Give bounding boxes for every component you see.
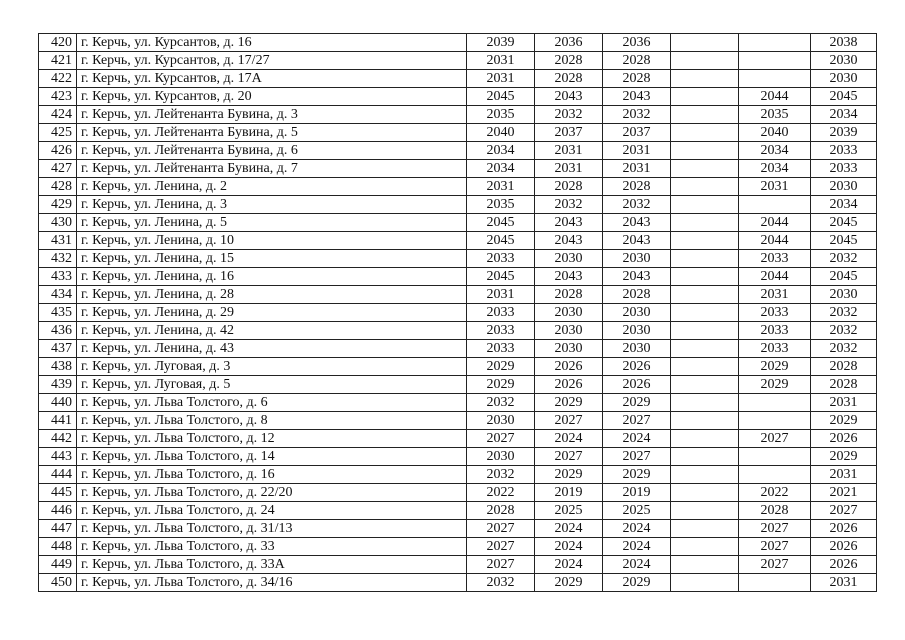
year-col-4-cell [671,466,739,484]
year-col-6-cell: 2030 [811,52,877,70]
row-number-cell: 423 [39,88,77,106]
year-col-1-cell: 2022 [467,484,535,502]
year-col-4-cell [671,232,739,250]
year-col-2-cell: 2028 [535,52,603,70]
address-cell: г. Керчь, ул. Льва Толстого, д. 16 [77,466,467,484]
year-col-2-cell: 2029 [535,466,603,484]
address-cell: г. Керчь, ул. Ленина, д. 29 [77,304,467,322]
year-col-3-cell: 2028 [603,286,671,304]
year-col-4-cell [671,124,739,142]
year-col-5-cell: 2029 [739,358,811,376]
row-number-cell: 437 [39,340,77,358]
year-col-3-cell: 2030 [603,322,671,340]
year-col-3-cell: 2043 [603,214,671,232]
year-col-1-cell: 2031 [467,70,535,88]
year-col-2-cell: 2043 [535,88,603,106]
year-col-2-cell: 2024 [535,430,603,448]
year-col-4-cell [671,286,739,304]
address-cell: г. Керчь, ул. Лейтенанта Бувина, д. 7 [77,160,467,178]
year-col-2-cell: 2043 [535,268,603,286]
year-col-6-cell: 2031 [811,574,877,592]
year-col-4-cell [671,376,739,394]
year-col-2-cell: 2043 [535,232,603,250]
year-col-2-cell: 2027 [535,448,603,466]
year-col-5-cell: 2033 [739,250,811,268]
year-col-1-cell: 2032 [467,394,535,412]
year-col-6-cell: 2032 [811,250,877,268]
year-col-4-cell [671,196,739,214]
year-col-6-cell: 2026 [811,556,877,574]
table-row [39,286,877,304]
address-cell: г. Керчь, ул. Ленина, д. 2 [77,178,467,196]
year-col-3-cell: 2024 [603,430,671,448]
year-col-3-cell: 2029 [603,466,671,484]
year-col-2-cell: 2026 [535,376,603,394]
address-cell: г. Керчь, ул. Ленина, д. 3 [77,196,467,214]
year-col-6-cell: 2031 [811,394,877,412]
year-col-3-cell: 2036 [603,34,671,52]
year-col-5-cell: 2044 [739,232,811,250]
year-col-3-cell: 2029 [603,394,671,412]
row-number-cell: 430 [39,214,77,232]
table-row [39,124,877,142]
row-number-cell: 432 [39,250,77,268]
year-col-6-cell: 2030 [811,178,877,196]
year-col-5-cell [739,448,811,466]
year-col-3-cell: 2031 [603,160,671,178]
year-col-6-cell: 2032 [811,340,877,358]
year-col-4-cell [671,574,739,592]
year-col-5-cell [739,196,811,214]
table-row [39,430,877,448]
year-col-6-cell: 2034 [811,106,877,124]
table-body [39,34,877,592]
year-col-2-cell: 2028 [535,178,603,196]
year-col-5-cell: 2033 [739,340,811,358]
year-col-2-cell: 2029 [535,574,603,592]
year-col-6-cell: 2026 [811,538,877,556]
year-col-1-cell: 2040 [467,124,535,142]
year-col-4-cell [671,88,739,106]
row-number-cell: 438 [39,358,77,376]
year-col-4-cell [671,430,739,448]
year-col-1-cell: 2029 [467,358,535,376]
year-col-2-cell: 2026 [535,358,603,376]
year-col-1-cell: 2031 [467,286,535,304]
row-number-cell: 434 [39,286,77,304]
year-col-1-cell: 2045 [467,232,535,250]
year-col-1-cell: 2033 [467,322,535,340]
year-col-3-cell: 2031 [603,142,671,160]
address-cell: г. Керчь, ул. Курсантов, д. 16 [77,34,467,52]
table-row [39,250,877,268]
year-col-6-cell: 2045 [811,232,877,250]
year-col-4-cell [671,520,739,538]
year-col-6-cell: 2039 [811,124,877,142]
year-col-3-cell: 2024 [603,520,671,538]
year-col-1-cell: 2027 [467,556,535,574]
table-row [39,106,877,124]
row-number-cell: 448 [39,538,77,556]
year-col-4-cell [671,160,739,178]
year-col-3-cell: 2019 [603,484,671,502]
year-col-5-cell: 2027 [739,556,811,574]
year-col-2-cell: 2031 [535,142,603,160]
year-col-5-cell: 2044 [739,214,811,232]
schedule-table [38,33,877,592]
year-col-6-cell: 2032 [811,304,877,322]
address-cell: г. Керчь, ул. Луговая, д. 5 [77,376,467,394]
year-col-4-cell [671,70,739,88]
row-number-cell: 429 [39,196,77,214]
year-col-6-cell: 2045 [811,268,877,286]
table-row [39,574,877,592]
row-number-cell: 436 [39,322,77,340]
year-col-5-cell [739,394,811,412]
row-number-cell: 427 [39,160,77,178]
row-number-cell: 422 [39,70,77,88]
year-col-5-cell: 2031 [739,286,811,304]
year-col-4-cell [671,34,739,52]
table-row [39,34,877,52]
address-cell: г. Керчь, ул. Луговая, д. 3 [77,358,467,376]
year-col-5-cell: 2033 [739,322,811,340]
row-number-cell: 450 [39,574,77,592]
year-col-4-cell [671,250,739,268]
table-row [39,448,877,466]
year-col-2-cell: 2025 [535,502,603,520]
table-row [39,196,877,214]
year-col-1-cell: 2035 [467,106,535,124]
address-cell: г. Керчь, ул. Ленина, д. 16 [77,268,467,286]
table-row [39,160,877,178]
year-col-3-cell: 2028 [603,178,671,196]
address-cell: г. Керчь, ул. Льва Толстого, д. 12 [77,430,467,448]
year-col-3-cell: 2032 [603,106,671,124]
year-col-5-cell [739,34,811,52]
year-col-4-cell [671,340,739,358]
year-col-3-cell: 2043 [603,88,671,106]
address-cell: г. Керчь, ул. Курсантов, д. 20 [77,88,467,106]
address-cell: г. Керчь, ул. Льва Толстого, д. 8 [77,412,467,430]
year-col-6-cell: 2045 [811,88,877,106]
address-cell: г. Керчь, ул. Ленина, д. 28 [77,286,467,304]
year-col-3-cell: 2029 [603,574,671,592]
year-col-6-cell: 2045 [811,214,877,232]
year-col-3-cell: 2030 [603,304,671,322]
year-col-3-cell: 2030 [603,340,671,358]
year-col-3-cell: 2027 [603,448,671,466]
row-number-cell: 445 [39,484,77,502]
year-col-1-cell: 2045 [467,268,535,286]
year-col-1-cell: 2031 [467,52,535,70]
year-col-2-cell: 2043 [535,214,603,232]
year-col-6-cell: 2038 [811,34,877,52]
row-number-cell: 420 [39,34,77,52]
year-col-6-cell: 2021 [811,484,877,502]
year-col-2-cell: 2036 [535,34,603,52]
year-col-2-cell: 2024 [535,556,603,574]
year-col-5-cell: 2044 [739,88,811,106]
row-number-cell: 440 [39,394,77,412]
year-col-2-cell: 2030 [535,322,603,340]
table-row [39,538,877,556]
year-col-1-cell: 2030 [467,412,535,430]
row-number-cell: 433 [39,268,77,286]
year-col-5-cell [739,574,811,592]
table-row [39,466,877,484]
table-row [39,142,877,160]
year-col-3-cell: 2030 [603,250,671,268]
year-col-5-cell: 2027 [739,538,811,556]
year-col-1-cell: 2027 [467,538,535,556]
table-row [39,232,877,250]
year-col-5-cell: 2022 [739,484,811,502]
row-number-cell: 439 [39,376,77,394]
year-col-2-cell: 2032 [535,106,603,124]
year-col-1-cell: 2027 [467,430,535,448]
year-col-6-cell: 2026 [811,520,877,538]
address-cell: г. Керчь, ул. Ленина, д. 5 [77,214,467,232]
year-col-3-cell: 2026 [603,376,671,394]
year-col-5-cell: 2040 [739,124,811,142]
year-col-3-cell: 2043 [603,232,671,250]
table-row [39,556,877,574]
address-cell: г. Керчь, ул. Лейтенанта Бувина, д. 5 [77,124,467,142]
year-col-3-cell: 2037 [603,124,671,142]
year-col-2-cell: 2028 [535,70,603,88]
year-col-6-cell: 2033 [811,142,877,160]
year-col-3-cell: 2024 [603,556,671,574]
year-col-1-cell: 2035 [467,196,535,214]
year-col-4-cell [671,484,739,502]
year-col-2-cell: 2027 [535,412,603,430]
year-col-6-cell: 2034 [811,196,877,214]
table-row [39,502,877,520]
table-row [39,268,877,286]
row-number-cell: 426 [39,142,77,160]
year-col-1-cell: 2030 [467,448,535,466]
year-col-4-cell [671,322,739,340]
year-col-5-cell: 2034 [739,160,811,178]
year-col-4-cell [671,178,739,196]
year-col-1-cell: 2032 [467,574,535,592]
address-cell: г. Керчь, ул. Курсантов, д. 17А [77,70,467,88]
year-col-1-cell: 2033 [467,250,535,268]
year-col-6-cell: 2031 [811,466,877,484]
year-col-6-cell: 2027 [811,502,877,520]
year-col-4-cell [671,556,739,574]
row-number-cell: 428 [39,178,77,196]
year-col-5-cell: 2031 [739,178,811,196]
year-col-1-cell: 2033 [467,304,535,322]
year-col-6-cell: 2026 [811,430,877,448]
row-number-cell: 447 [39,520,77,538]
year-col-2-cell: 2031 [535,160,603,178]
address-cell: г. Керчь, ул. Курсантов, д. 17/27 [77,52,467,70]
year-col-4-cell [671,412,739,430]
year-col-1-cell: 2045 [467,214,535,232]
year-col-5-cell: 2044 [739,268,811,286]
address-cell: г. Керчь, ул. Лейтенанта Бувина, д. 6 [77,142,467,160]
row-number-cell: 435 [39,304,77,322]
year-col-4-cell [671,358,739,376]
table-row [39,340,877,358]
table-row [39,376,877,394]
table-row [39,520,877,538]
address-cell: г. Керчь, ул. Лейтенанта Бувина, д. 3 [77,106,467,124]
year-col-6-cell: 2033 [811,160,877,178]
row-number-cell: 425 [39,124,77,142]
year-col-2-cell: 2030 [535,250,603,268]
table-row [39,214,877,232]
row-number-cell: 421 [39,52,77,70]
address-cell: г. Керчь, ул. Ленина, д. 42 [77,322,467,340]
year-col-5-cell [739,412,811,430]
year-col-5-cell [739,52,811,70]
row-number-cell: 424 [39,106,77,124]
year-col-3-cell: 2032 [603,196,671,214]
year-col-1-cell: 2027 [467,520,535,538]
year-col-1-cell: 2028 [467,502,535,520]
year-col-1-cell: 2032 [467,466,535,484]
year-col-6-cell: 2029 [811,448,877,466]
year-col-4-cell [671,448,739,466]
year-col-3-cell: 2043 [603,268,671,286]
address-cell: г. Керчь, ул. Льва Толстого, д. 34/16 [77,574,467,592]
year-col-4-cell [671,106,739,124]
row-number-cell: 444 [39,466,77,484]
table-row [39,304,877,322]
year-col-5-cell: 2033 [739,304,811,322]
table-row [39,358,877,376]
row-number-cell: 431 [39,232,77,250]
year-col-3-cell: 2028 [603,70,671,88]
year-col-1-cell: 2039 [467,34,535,52]
year-col-6-cell: 2028 [811,358,877,376]
year-col-6-cell: 2030 [811,70,877,88]
address-cell: г. Керчь, ул. Ленина, д. 15 [77,250,467,268]
table-row [39,394,877,412]
year-col-5-cell: 2035 [739,106,811,124]
year-col-5-cell [739,466,811,484]
address-cell: г. Керчь, ул. Льва Толстого, д. 14 [77,448,467,466]
table-row [39,412,877,430]
row-number-cell: 449 [39,556,77,574]
year-col-1-cell: 2034 [467,142,535,160]
year-col-3-cell: 2026 [603,358,671,376]
year-col-4-cell [671,394,739,412]
year-col-3-cell: 2025 [603,502,671,520]
year-col-4-cell [671,214,739,232]
address-cell: г. Керчь, ул. Льва Толстого, д. 22/20 [77,484,467,502]
year-col-5-cell: 2034 [739,142,811,160]
year-col-3-cell: 2027 [603,412,671,430]
year-col-2-cell: 2029 [535,394,603,412]
table-row [39,70,877,88]
year-col-5-cell: 2027 [739,430,811,448]
year-col-5-cell: 2027 [739,520,811,538]
year-col-1-cell: 2034 [467,160,535,178]
table-row [39,52,877,70]
table-row [39,178,877,196]
year-col-2-cell: 2030 [535,340,603,358]
address-cell: г. Керчь, ул. Ленина, д. 43 [77,340,467,358]
year-col-5-cell: 2029 [739,376,811,394]
year-col-5-cell: 2028 [739,502,811,520]
address-cell: г. Керчь, ул. Льва Толстого, д. 6 [77,394,467,412]
year-col-3-cell: 2028 [603,52,671,70]
table-row [39,322,877,340]
year-col-3-cell: 2024 [603,538,671,556]
year-col-4-cell [671,304,739,322]
row-number-cell: 443 [39,448,77,466]
year-col-1-cell: 2029 [467,376,535,394]
row-number-cell: 442 [39,430,77,448]
year-col-1-cell: 2031 [467,178,535,196]
year-col-2-cell: 2030 [535,304,603,322]
year-col-6-cell: 2029 [811,412,877,430]
year-col-2-cell: 2037 [535,124,603,142]
year-col-1-cell: 2045 [467,88,535,106]
row-number-cell: 441 [39,412,77,430]
year-col-2-cell: 2019 [535,484,603,502]
year-col-6-cell: 2032 [811,322,877,340]
year-col-6-cell: 2030 [811,286,877,304]
table-row [39,88,877,106]
year-col-2-cell: 2024 [535,538,603,556]
address-cell: г. Керчь, ул. Льва Толстого, д. 24 [77,502,467,520]
address-cell: г. Керчь, ул. Ленина, д. 10 [77,232,467,250]
address-cell: г. Керчь, ул. Льва Толстого, д. 33А [77,556,467,574]
table-row [39,484,877,502]
row-number-cell: 446 [39,502,77,520]
year-col-4-cell [671,268,739,286]
year-col-4-cell [671,142,739,160]
year-col-6-cell: 2028 [811,376,877,394]
year-col-5-cell [739,70,811,88]
year-col-1-cell: 2033 [467,340,535,358]
year-col-4-cell [671,538,739,556]
year-col-2-cell: 2024 [535,520,603,538]
year-col-4-cell [671,502,739,520]
year-col-4-cell [671,52,739,70]
year-col-2-cell: 2028 [535,286,603,304]
address-cell: г. Керчь, ул. Льва Толстого, д. 33 [77,538,467,556]
address-cell: г. Керчь, ул. Льва Толстого, д. 31/13 [77,520,467,538]
year-col-2-cell: 2032 [535,196,603,214]
